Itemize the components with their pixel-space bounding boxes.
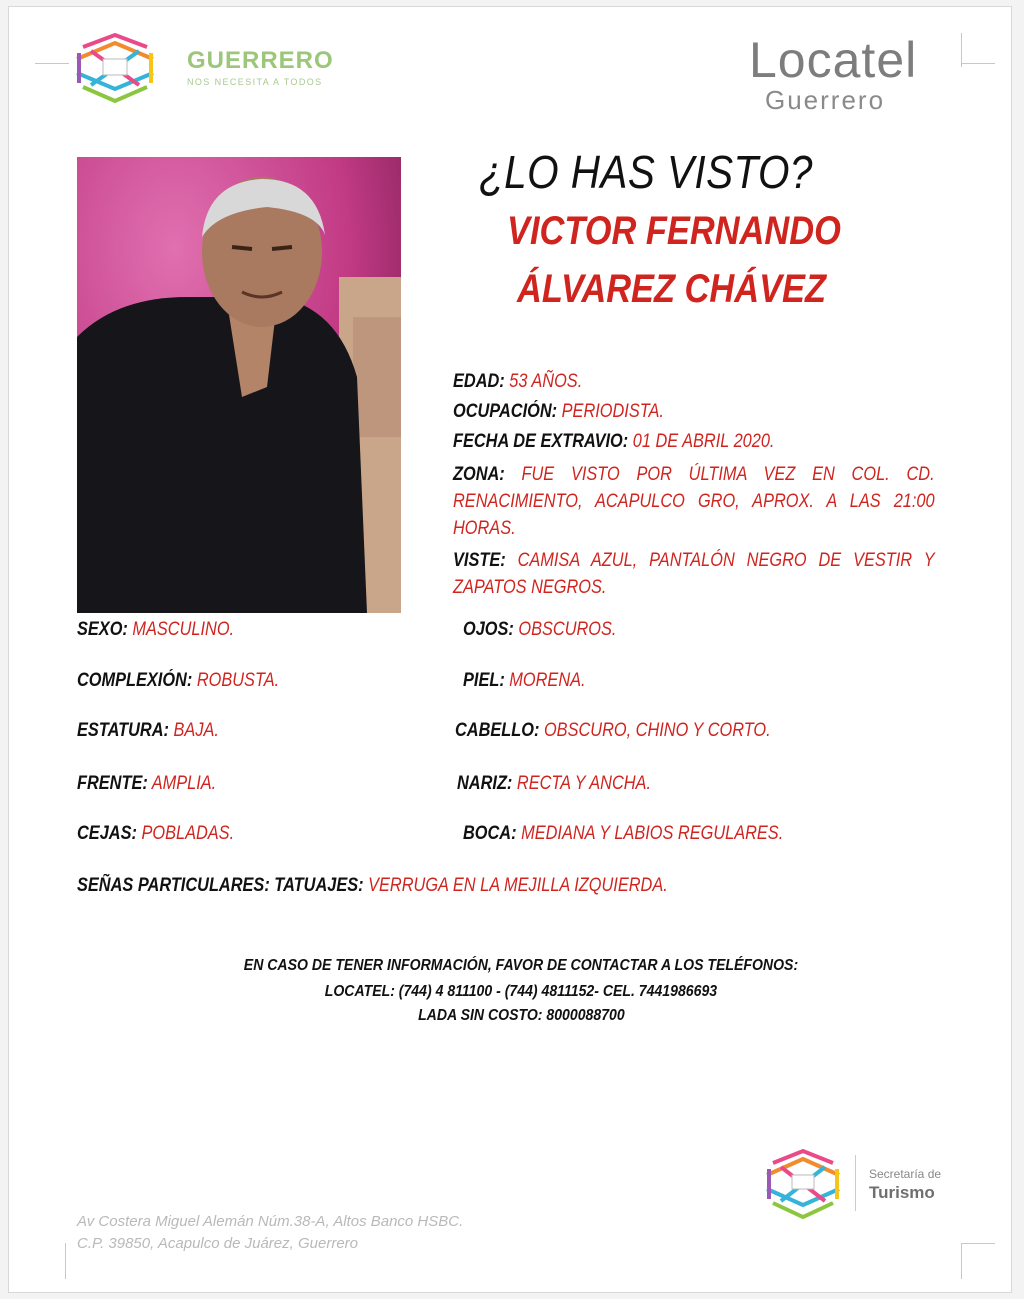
contact-line2: LOCATEL: (744) 4 811100 - (744) 4811152- CEL. 7441986693 [324, 983, 718, 1000]
guerrero-brand [187, 47, 334, 87]
detail-viste [453, 547, 935, 601]
address-line2: C.P. 39850, Acapulco de Juárez, Guerrero [77, 1235, 359, 1252]
feature-label: NARIZ: [457, 773, 513, 794]
detail-edad [453, 371, 582, 393]
feature-cejas [77, 823, 234, 845]
feature-value: MEDIANA Y LABIOS REGULARES. [521, 823, 784, 844]
feature-label: COMPLEXIÓN: [77, 670, 193, 691]
detail-label: FECHA DE EXTRAVIO: [453, 431, 629, 452]
person-photo-icon [77, 157, 401, 613]
feature-cabello [455, 720, 771, 742]
feature-label: CABELLO: [455, 720, 540, 741]
feature-nariz [457, 773, 651, 795]
crop-mark [961, 1243, 995, 1244]
feature-value: ROBUSTA. [196, 670, 280, 691]
detail-label: OCUPACIÓN: [453, 401, 558, 422]
detail-value: 01 DE ABRIL 2020. [632, 431, 775, 452]
feature-label: OJOS: [463, 619, 514, 640]
footer-divider [855, 1155, 856, 1211]
missing-person-photo [77, 157, 401, 613]
detail-zona [453, 461, 935, 542]
person-name-line1: VICTOR FERNANDO [507, 209, 841, 253]
feature-label: ESTATURA: [77, 720, 169, 741]
guerrero-logo-icon [69, 29, 161, 107]
feature-sexo [77, 619, 234, 641]
feature-label: PIEL: [463, 670, 505, 691]
feature-label: SEÑAS PARTICULARES: TATUAJES: [77, 875, 364, 896]
feature-complexion [77, 670, 279, 692]
feature-value: OBSCUROS. [518, 619, 617, 640]
detail-label: ZONA: [453, 464, 505, 485]
detail-label: VISTE: [453, 550, 506, 571]
feature-value: BAJA. [173, 720, 219, 741]
contact-line1: EN CASO DE TENER INFORMACIÓN, FAVOR DE CONTACTAR A LOS TELÉFONOS: [243, 957, 799, 974]
feature-label: SEXO: [77, 619, 128, 640]
feature-boca [463, 823, 783, 845]
feature-label: CEJAS: [77, 823, 137, 844]
feature-estatura [77, 720, 219, 742]
feature-label: FRENTE: [77, 773, 148, 794]
locatel-logo [749, 31, 959, 119]
detail-value: CAMISA AZUL, PANTALÓN NEGRO DE VESTIR Y ZAPATOS NEGROS. [453, 550, 935, 598]
detail-label: EDAD: [453, 371, 505, 392]
locatel-word: Locatel [749, 32, 918, 88]
feature-value: OBSCURO, CHINO Y CORTO. [543, 720, 771, 741]
address-line1: Av Costera Miguel Alemán Núm.38-A, Altos Banco HSBC. [77, 1213, 464, 1230]
crop-mark [961, 63, 995, 64]
crop-mark [65, 1243, 66, 1279]
contact-line3: LADA SIN COSTO: 8000088700 [417, 1007, 625, 1024]
detail-ocupacion [453, 401, 664, 423]
turismo-name: Turismo [869, 1183, 935, 1202]
feature-value: AMPLIA. [151, 773, 217, 794]
person-name-line2: ÁLVAREZ CHÁVEZ [517, 267, 826, 311]
feature-value: POBLADAS. [141, 823, 235, 844]
detail-value: FUE VISTO POR ÚLTIMA VEZ EN COL. CD. RENACIMIENTO, ACAPULCO GRO, APROX. A LAS 21:00 HORAS. [453, 464, 935, 539]
detail-value: PERIODISTA. [561, 401, 664, 422]
locatel-subtitle: Guerrero [765, 85, 886, 115]
feature-value: VERRUGA EN LA MEJILLA IZQUIERDA. [368, 875, 668, 896]
detail-value: 53 AÑOS. [509, 371, 583, 392]
feature-senas [77, 875, 668, 897]
crop-mark [961, 1243, 962, 1279]
guerrero-tagline: NOS NECESITA A TODOS [187, 77, 323, 87]
turismo-secretaria: Secretaría de [869, 1167, 942, 1181]
feature-value: MASCULINO. [132, 619, 235, 640]
feature-ojos [463, 619, 616, 641]
crop-mark [961, 33, 962, 67]
detail-fecha [453, 431, 774, 453]
guerrero-name: GUERRERO [187, 47, 334, 74]
poster-page [8, 6, 1012, 1293]
headline: ¿LO HAS VISTO? [479, 146, 813, 198]
feature-piel [463, 670, 586, 692]
feature-value: RECTA Y ANCHA. [516, 773, 651, 794]
feature-frente [77, 773, 216, 795]
feature-value: MORENA. [509, 670, 586, 691]
feature-label: BOCA: [463, 823, 517, 844]
crop-mark [35, 63, 69, 64]
turismo-logo-icon [761, 1145, 845, 1223]
